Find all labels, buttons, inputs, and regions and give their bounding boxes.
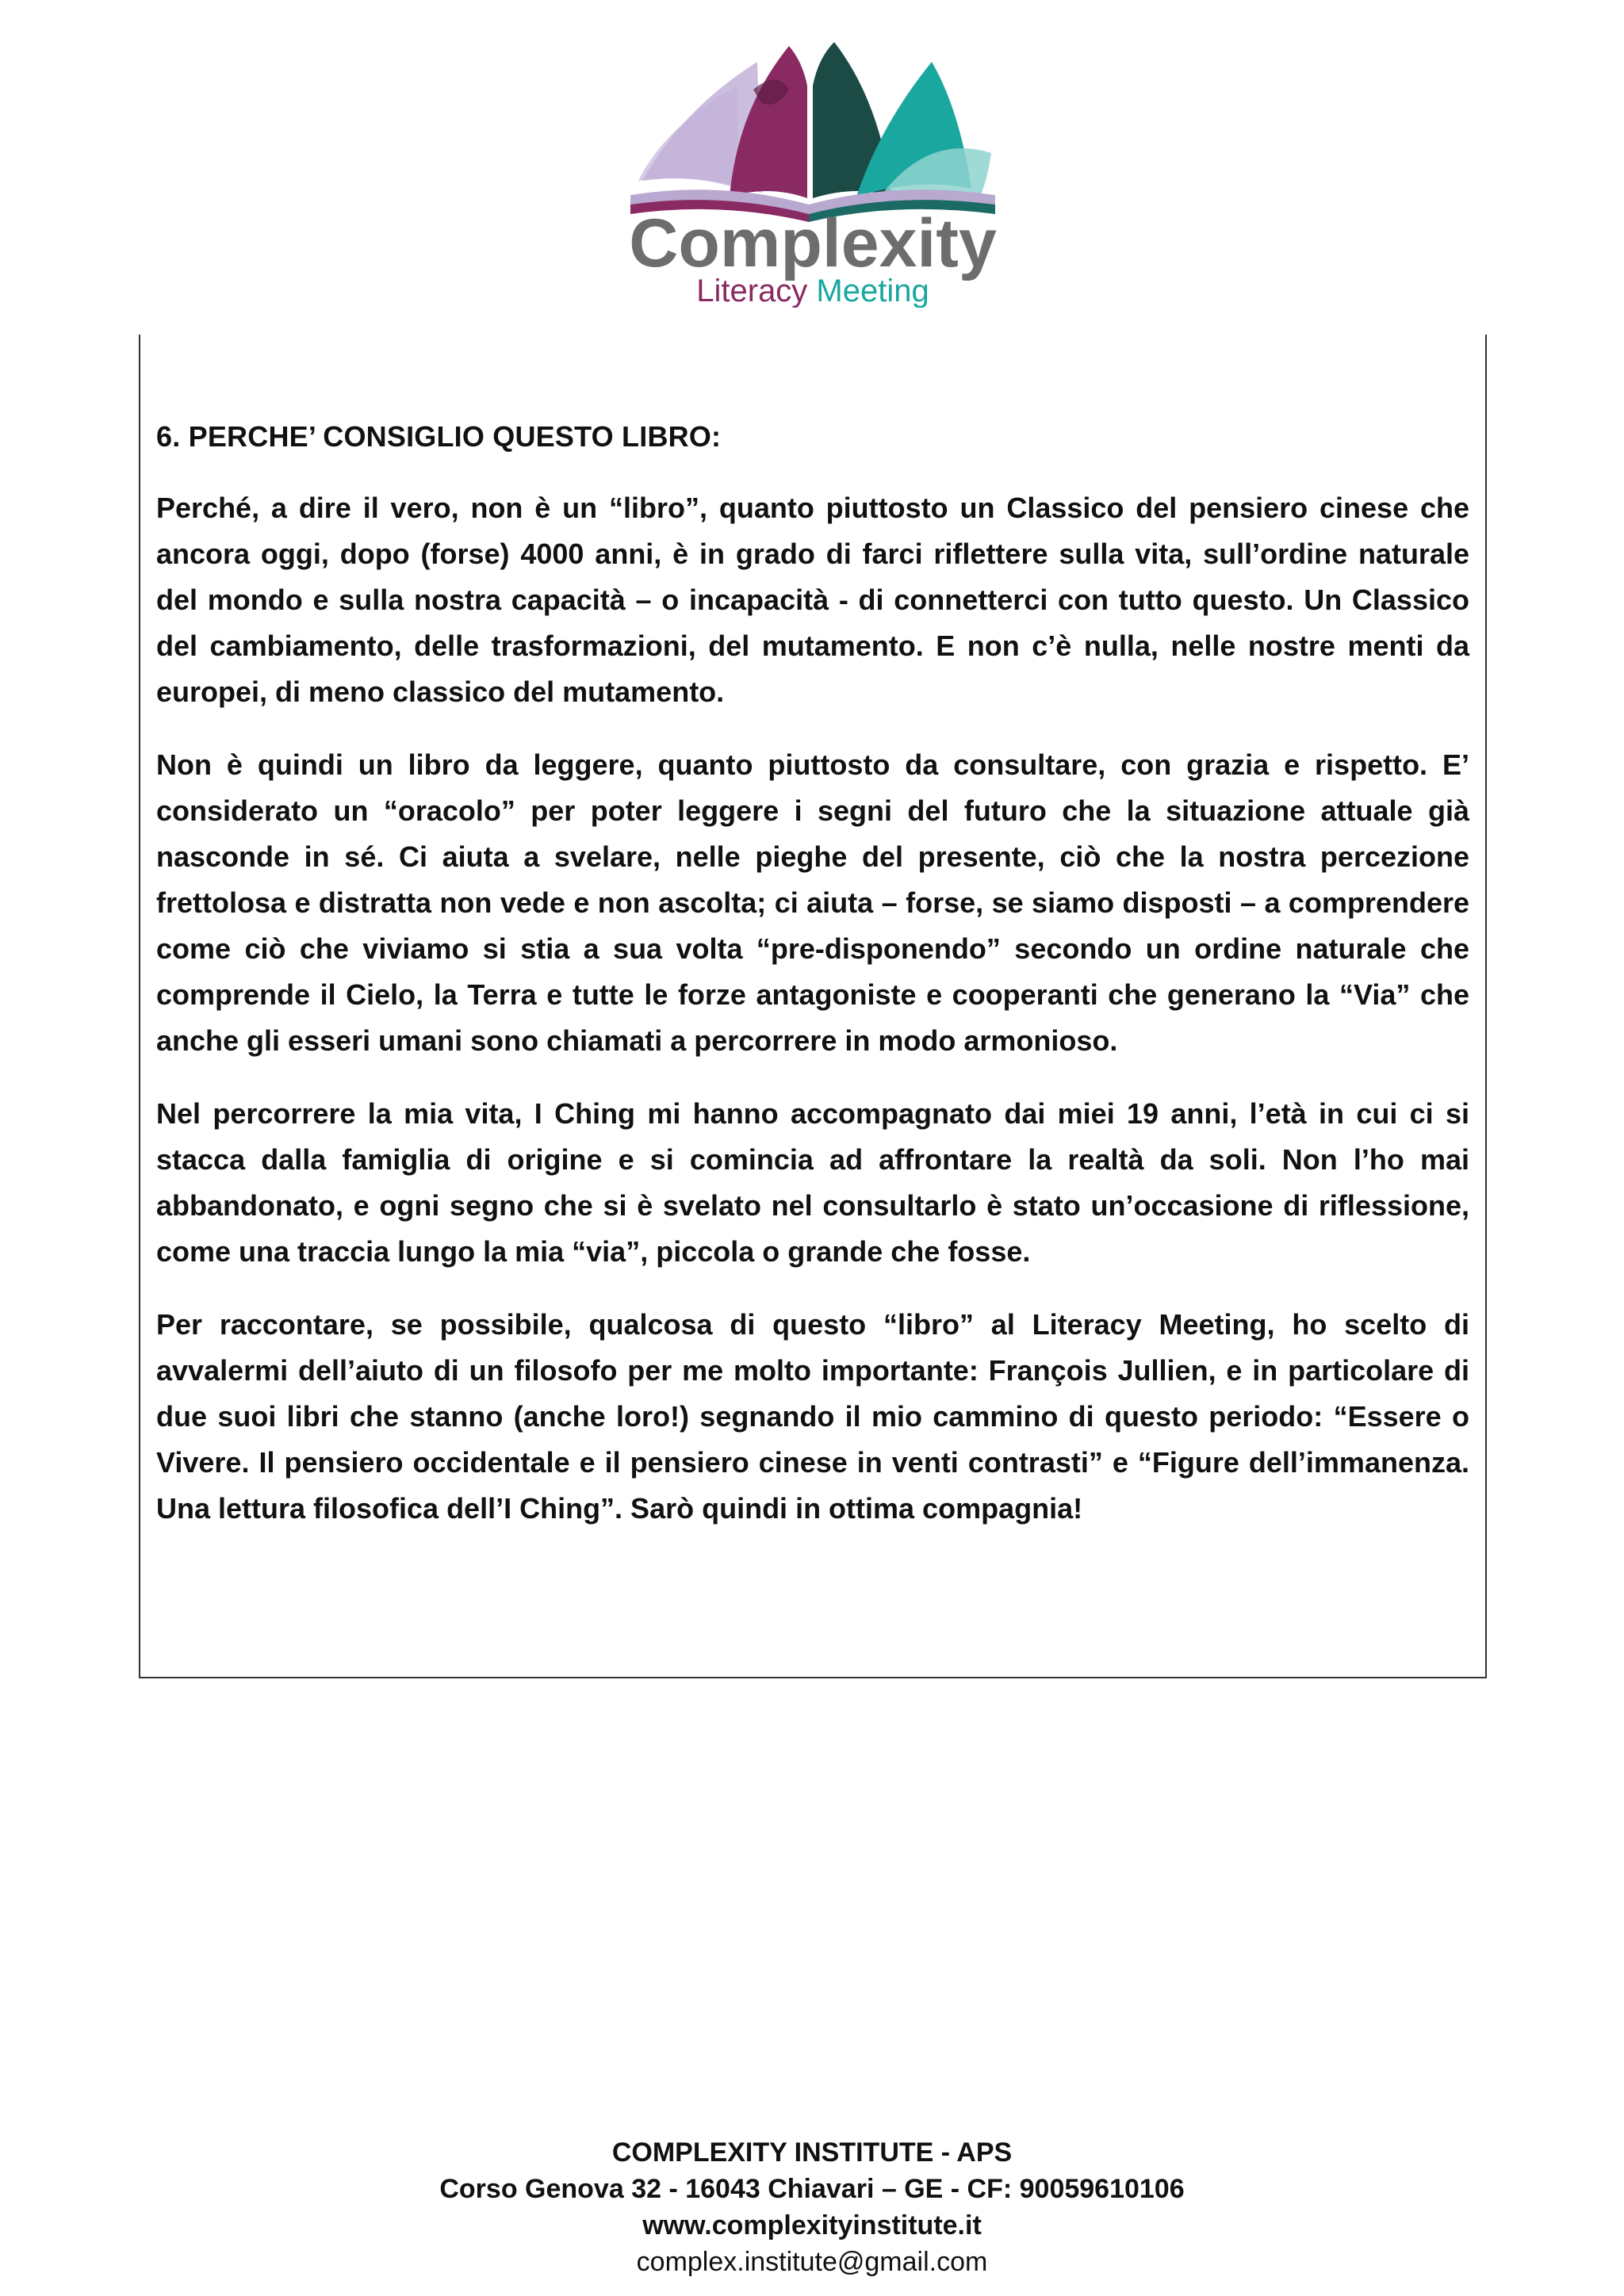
footer bbox=[0, 2134, 1624, 2280]
logo-subtitle: Literacy Meeting bbox=[696, 274, 929, 308]
logo-title: Complexity bbox=[629, 205, 997, 281]
section-body bbox=[156, 414, 1469, 1559]
footer-website[interactable]: www.complexityinstitute.it bbox=[642, 2210, 982, 2241]
complexity-logo bbox=[619, 14, 1007, 308]
paragraph-4: Per raccontare, se possibile, qualcosa di questo “libro” al Literacy Meeting, ho scelto di avvalermi dell’aiuto di un filosofo per me molto importante: François Jullien, e in particolare di due suoi libri che stanno (anche loro!) segnando il mio cammino di questo periodo: “Essere o Vivere. Il pensiero occidentale e il pensiero cinese in venti contrasti” e “Figure dell’immanenza. Una lettura filosofica dell’I Ching”. Sarò quindi in ottima compagnia! bbox=[156, 1308, 1469, 1525]
section-heading: 6. PERCHE’ CONSIGLIO QUESTO LIBRO: bbox=[156, 420, 722, 453]
footer-email[interactable]: complex.institute@gmail.com bbox=[636, 2247, 988, 2277]
paragraph-3: Nel percorrere la mia vita, I Ching mi hanno accompagnato dai miei 19 anni, l’età in cui ci si stacca dalla famiglia di origine e si comincia ad affrontare la realtà da soli. Non l’ho mai abbandonato, e ogni segno che si è svelato nel consultarlo è stato un’occasione di riflessione, come una traccia lungo la mia “via”, piccola o grande che fosse. bbox=[156, 1097, 1469, 1268]
paragraph-2: Non è quindi un libro da leggere, quanto piuttosto da consultare, con grazia e rispetto. E’ considerato un “oracolo” per poter leggere i segni del futuro che la situazione attuale già nasconde in sé. Ci aiuta a svelare, nelle pieghe del presente, ciò che la nostra percezione frettolosa e distratta non vede e non ascolta; ci aiuta – forse, se siamo disposti – a comprendere come ciò che viviamo si stia a sua volta “pre-disponendo” secondo un ordine naturale che comprende il Cielo, la Terra e tutte le forze antagoniste e cooperanti che generano la “Via” che anche gli esseri umani sono chiamati a percorrere in modo armonioso. bbox=[156, 748, 1469, 1057]
content-frame bbox=[139, 335, 1487, 1678]
paragraph-1: Perché, a dire il vero, non è un “libro”, quanto piuttosto un Classico del pensiero cinese che ancora oggi, dopo (forse) 4000 anni, è in grado di farci riflettere sulla vita, sull’ordine naturale del mondo e sulla nostra capacità – o incapacità - di connetterci con tutto questo. Un Classico del cambiamento, delle trasformazioni, del mutamento. E non c’è nulla, nelle nostre menti da europei, di meno classico del mutamento. bbox=[156, 492, 1469, 708]
footer-org: COMPLEXITY INSTITUTE - APS bbox=[611, 2137, 1013, 2168]
footer-address: Corso Genova 32 - 16043 Chiavari – GE - CF: 90059610106 bbox=[439, 2174, 1185, 2204]
